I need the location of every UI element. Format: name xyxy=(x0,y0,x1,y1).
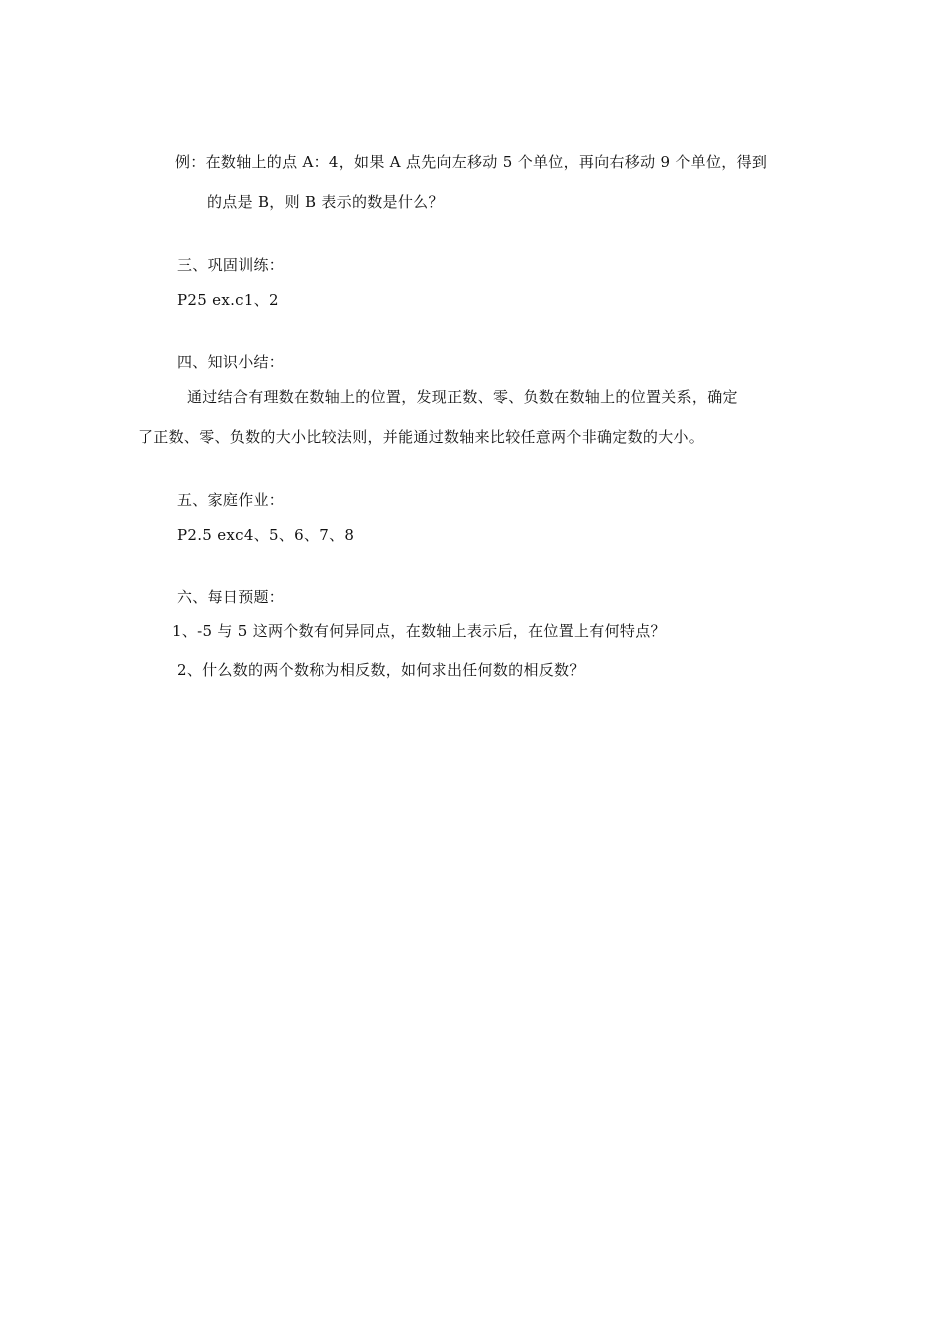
section-3-heading: 三、巩固训练： xyxy=(177,256,285,274)
section-4-paragraph-line-2: 了正数、零、负数的大小比较法则，并能通过数轴来比较任意两个非确定数的大小。 xyxy=(138,428,705,446)
section-4-heading: 四、知识小结： xyxy=(177,353,285,371)
section-5-text: P2.5 exc4、5、6、7、8 xyxy=(177,526,355,544)
section-6-item-2: 2、什么数的两个数称为相反数，如何求出任何数的相反数？ xyxy=(177,661,585,679)
section-3-text: P25 ex.c1、2 xyxy=(177,291,279,309)
section-6-item-1: 1、-5 与 5 这两个数有何异同点，在数轴上表示后，在位置上有何特点？ xyxy=(172,622,666,640)
section-6-heading: 六、每日预题： xyxy=(177,588,285,606)
section-4-paragraph-line-1: 通过结合有理数在数轴上的位置，发现正数、零、负数在数轴上的位置关系，确定 xyxy=(187,388,738,406)
section-5-heading: 五、家庭作业： xyxy=(177,491,285,509)
example-line-1: 例：在数轴上的点 A：4，如果 A 点先向左移动 5 个单位，再向右移动 9 个单位，得到 xyxy=(175,153,768,171)
example-line-2: 的点是 B，则 B 表示的数是什么？ xyxy=(207,193,444,211)
